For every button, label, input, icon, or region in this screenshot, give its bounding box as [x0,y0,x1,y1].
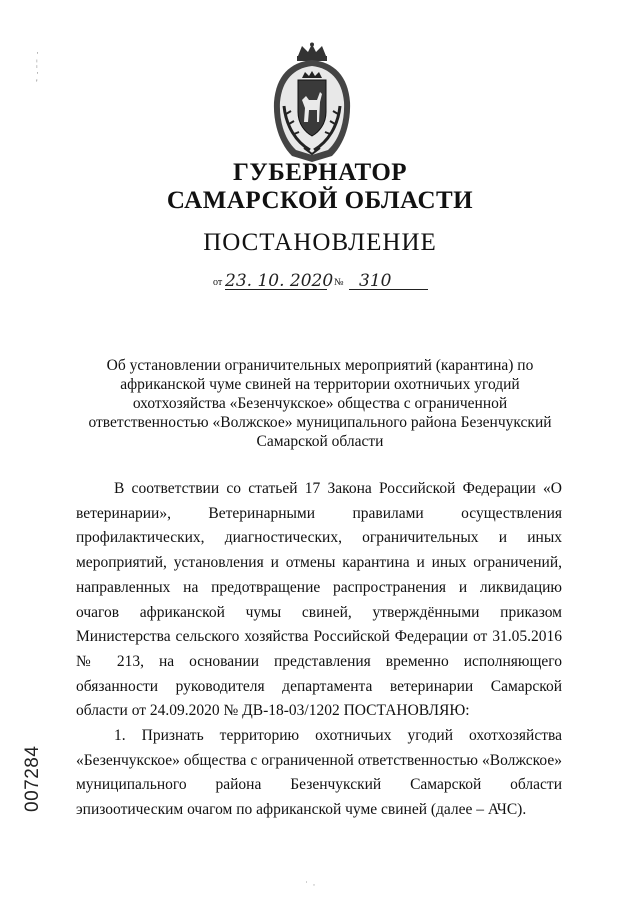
document-subject: Об установлении ограничительных мероприятий (карантина) по африканской чуме свиней на территории охотничьих угодий охотхозяйства «Безенчукское» общества с ограниченной ответственностью «Волжское» муниципального района Безенчукский Самарской области [88,357,552,450]
samara-coat-of-arms-icon [268,42,356,164]
number-label: № [334,277,344,288]
document-body [76,477,562,823]
date-label: от [213,277,223,288]
item-1-paragraph: 1. Признать территорию охотничьих угодий охотхозяйства «Безенчукское» общества с ограниченной ответственностью «Волжское» муниципального района Безенчукский Самарской области эпизоотическим очагом по африканской чуме свиней (далее – АЧС). [76,727,562,819]
page-title-region: САМАРСКОЙ ОБЛАСТИ [166,187,474,214]
scan-artifact: ˙ · [305,880,316,890]
date-underline [225,289,327,290]
registration-line [213,272,428,292]
handwritten-date: 23. 10. 2020 [225,271,334,291]
margin-marks: · ¦ · ' [36,48,39,88]
number-underline [349,289,428,290]
preamble-paragraph: В соответствии со статьей 17 Закона Российской Федерации «О ветеринарии», Ветеринарными правилами осуществления профилактических, диагностических, ограничительных и иных мероприятий, установления и отмены карантина и иных ограничений, направленных на предотвращение распространения и ликвидацию очагов африканской чумы свиней, утверждёнными приказом Министерства сельского хозяйства Российской Федерации от 31.05.2016 № 213, на основании представления временно исполняющего обязанности руководителя департамента ветеринарии Самарской области от 24.09.2020 № ДВ-18-03/1202 ПОСТАНОВЛЯЮ: [76,480,562,720]
document-type: ПОСТАНОВЛЕНИЕ [203,229,437,256]
handwritten-number: 310 [359,271,392,291]
side-registration-number: 007284 [22,745,43,812]
page-title-governor: ГУБЕРНАТОР [232,159,408,186]
